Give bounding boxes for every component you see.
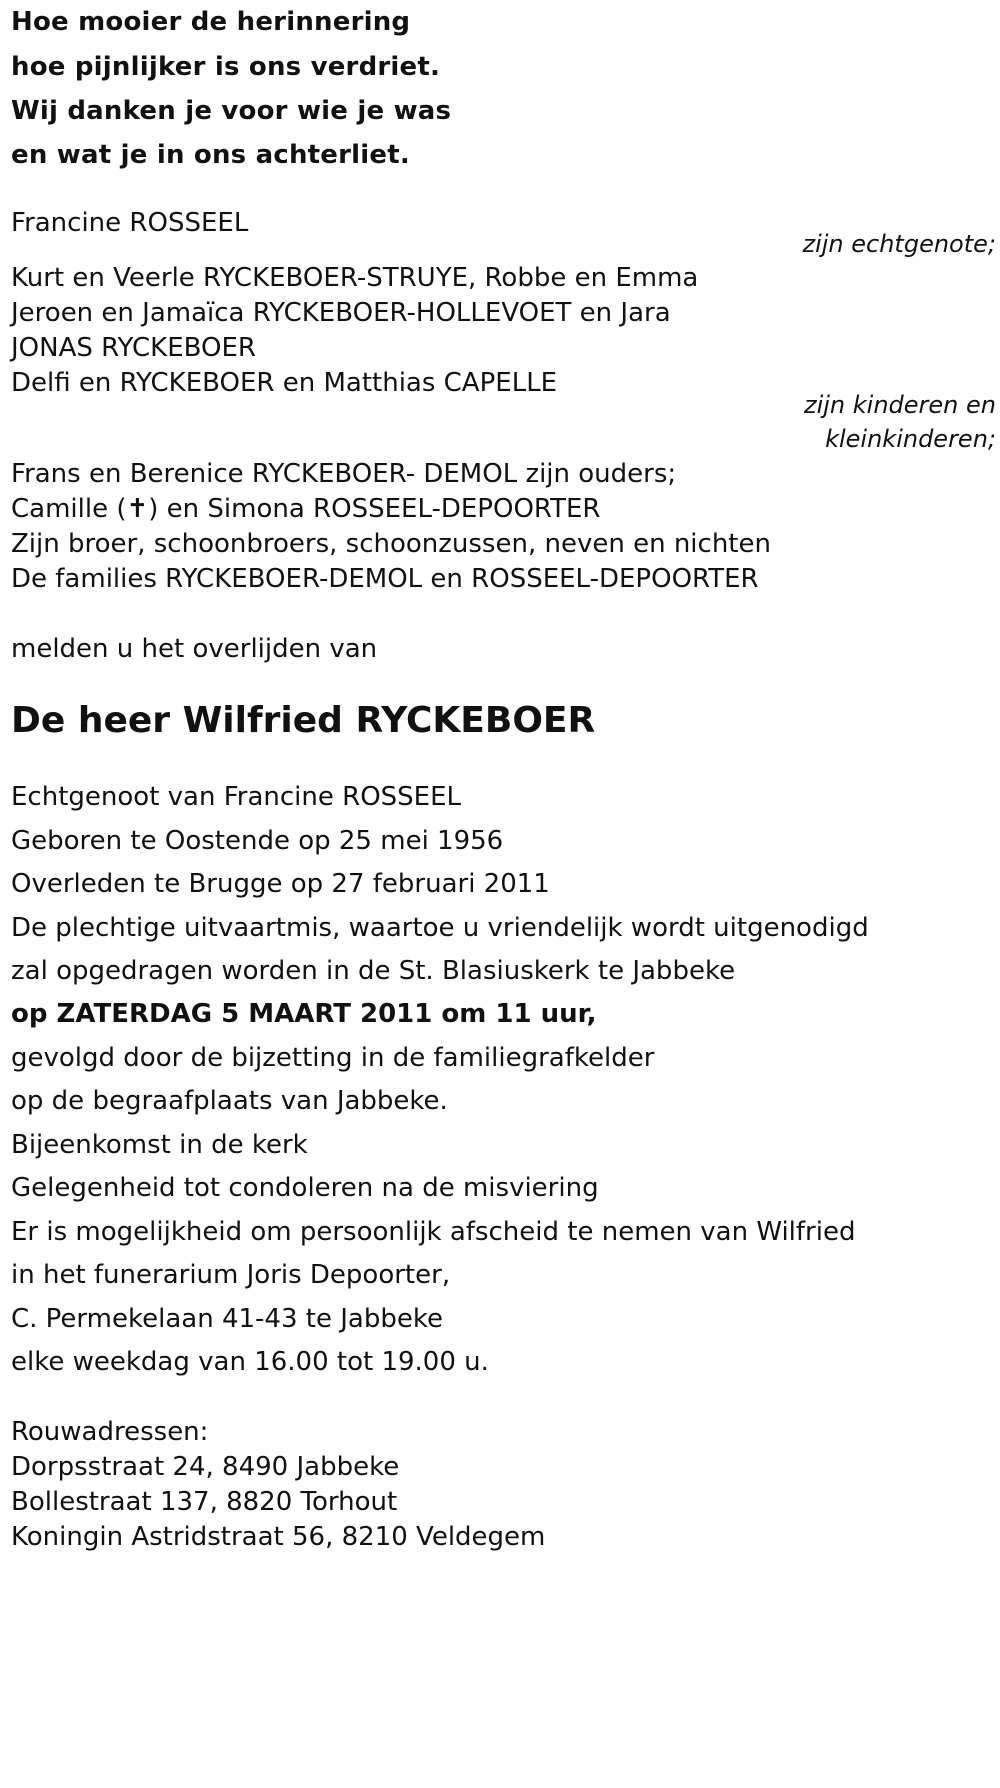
relatives-line: Camille (✝) en Simona ROSSEEL-DEPOORTER <box>11 494 601 524</box>
detail-line: elke weekdag van 16.00 tot 19.00 u. <box>11 1347 489 1377</box>
relatives-line: Frans en Berenice RYCKEBOER- DEMOL zijn ouders; <box>11 459 677 489</box>
spouse-role: zijn echtgenote; <box>802 230 996 258</box>
detail-line: Bijeenkomst in de kerk <box>11 1130 308 1160</box>
spouse-name: Francine ROSSEEL <box>11 208 249 238</box>
poem-line: Hoe mooier de herinnering <box>11 7 411 37</box>
detail-line: zal opgedragen worden in de St. Blasiuskerk te Jabbeke <box>11 956 736 986</box>
children-line: Delfi en RYCKEBOER en Matthias CAPELLE <box>11 368 558 398</box>
detail-line: gevolgd door de bijzetting in de familiegrafkelder <box>11 1043 655 1073</box>
detail-line: Overleden te Brugge op 27 februari 2011 <box>11 869 550 899</box>
children-role: kleinkinderen; <box>825 425 996 453</box>
detail-line: Gelegenheid tot condoleren na de misviering <box>11 1173 599 1203</box>
poem-line: hoe pijnlijker is ons verdriet. <box>11 52 441 82</box>
poem-line: Wij danken je voor wie je was <box>11 96 452 126</box>
announcement: melden u het overlijden van <box>11 634 378 664</box>
ceremony-date: op ZATERDAG 5 MAART 2011 om 11 uur, <box>11 999 597 1029</box>
children-role: zijn kinderen en <box>804 391 996 419</box>
detail-line: Er is mogelijkheid om persoonlijk afscheid te nemen van Wilfried <box>11 1217 856 1247</box>
address-line: Dorpsstraat 24, 8490 Jabbeke <box>11 1452 400 1482</box>
detail-line: Geboren te Oostende op 25 mei 1956 <box>11 826 504 856</box>
poem-line: en wat je in ons achterliet. <box>11 140 410 170</box>
detail-line: C. Permekelaan 41-43 te Jabbeke <box>11 1304 443 1334</box>
address-line: Koningin Astridstraat 56, 8210 Veldegem <box>11 1522 546 1552</box>
children-line: Jeroen en Jamaïca RYCKEBOER-HOLLEVOET en Jara <box>11 298 671 328</box>
children-line: Kurt en Veerle RYCKEBOER-STRUYE, Robbe en Emma <box>11 263 699 293</box>
detail-line: op de begraafplaats van Jabbeke. <box>11 1086 448 1116</box>
relatives-line: De families RYCKEBOER-DEMOL en ROSSEEL-DEPOORTER <box>11 564 759 594</box>
addresses-heading: Rouwadressen: <box>11 1417 209 1447</box>
address-line: Bollestraat 137, 8820 Torhout <box>11 1487 398 1517</box>
relatives-line: Zijn broer, schoonbroers, schoonzussen, neven en nichten <box>11 529 771 559</box>
children-line: JONAS RYCKEBOER <box>11 333 256 363</box>
detail-line: in het funerarium Joris Depoorter, <box>11 1260 451 1290</box>
deceased-name: De heer Wilfried RYCKEBOER <box>11 700 596 741</box>
detail-line: De plechtige uitvaartmis, waartoe u vriendelijk wordt uitgenodigd <box>11 913 869 943</box>
detail-line: Echtgenoot van Francine ROSSEEL <box>11 782 462 812</box>
